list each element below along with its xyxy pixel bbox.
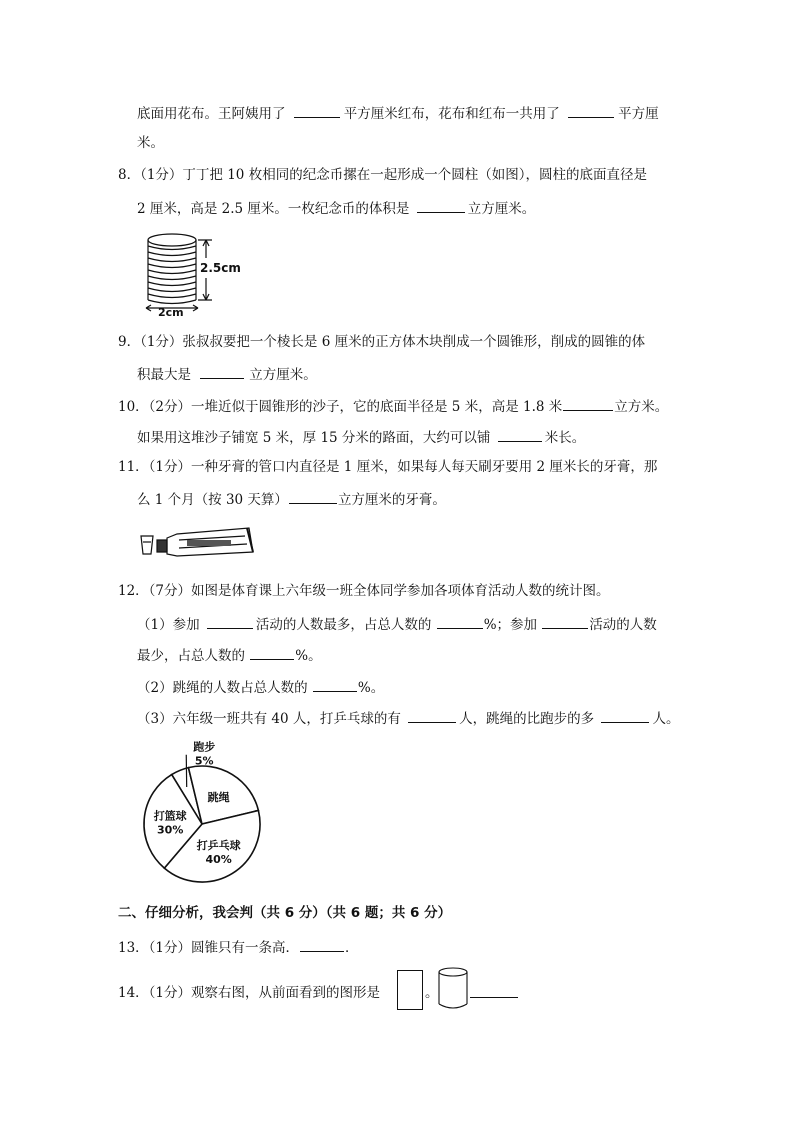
coin-height-label: 2.5cm: [200, 261, 241, 275]
q14-sep: 。: [425, 985, 439, 1001]
q12-s1-text-e: 最少，占总人数的: [137, 648, 245, 664]
q14-line: [118, 984, 380, 1002]
q8-text-b: 立方厘米。: [467, 201, 536, 217]
q8-line1: 8．（1分）丁丁把 10 枚相同的纪念币摞在一起形成一个圆柱（如图），圆柱的底面直径是: [118, 167, 647, 183]
coin-diameter-label: 2cm: [158, 306, 184, 318]
q13-line: [118, 937, 359, 957]
q13-blank[interactable]: [300, 937, 344, 952]
q10-text-c: 如果用这堆沙子铺宽 5 米，厚 15 分米的路面，大约可以铺: [137, 430, 491, 446]
q7-blank-2[interactable]: [568, 103, 614, 118]
q7-text-c: 平方厘: [618, 106, 659, 122]
pie-slice-value: 40%: [205, 853, 232, 867]
q7-text-b: 平方厘米红布，花布和红布一共用了: [343, 106, 560, 122]
pie-slice-label: 打篮球: [153, 809, 187, 823]
q10-text-b: 立方米。: [614, 399, 669, 415]
q10-blank-1[interactable]: [563, 396, 613, 411]
q13-text: 13．（1分）圆锥只有一条高．: [118, 940, 300, 956]
q12-sub2: [137, 677, 384, 697]
q7-line2: 米。: [137, 135, 164, 151]
q10-line1: [118, 396, 668, 416]
pie-slice-label: 打乒乓球: [196, 839, 241, 853]
q12-s1-text-c: %；参加: [483, 617, 538, 633]
section2-title: 二、仔细分析，我会判（共 6 分）（共 6 题；共 6 分）: [118, 905, 452, 921]
q9-blank[interactable]: [200, 364, 244, 379]
q12-line1: 12．（7分）如图是体育课上六年级一班全体同学参加各项体育活动人数的统计图。: [118, 583, 610, 599]
q7-text-a: 底面用花布。王阿姨用了: [137, 106, 286, 122]
q9-line1: 9．（1分）张叔叔要把一个棱长是 6 厘米的正方体木块削成一个圆锥形，削成的圆锥的体: [118, 334, 646, 350]
q12-blank-3[interactable]: [542, 614, 588, 629]
q12-s1-text-b: 活动的人数最多，占总人数的: [255, 617, 432, 633]
q11-text-b: 立方厘米的牙膏。: [337, 492, 446, 508]
q10-line2: [137, 427, 585, 447]
q11-blank[interactable]: [289, 489, 337, 504]
q7-blank-1[interactable]: [294, 103, 340, 118]
activity-pie-chart: [138, 740, 266, 886]
q14-rectangle-figure: [397, 970, 423, 1010]
q11-line2: [137, 489, 446, 509]
q12-blank-5[interactable]: [313, 677, 357, 692]
q12-blank-4[interactable]: [250, 645, 294, 660]
q9-line2: [137, 364, 317, 384]
q12-sub1-line1: [137, 614, 657, 634]
q12-s3-text-a: （3）六年级一班共有 40 人，打乒乓球的有: [137, 711, 401, 727]
q12-blank-2[interactable]: [437, 614, 483, 629]
pie-slice-value: 30%: [157, 823, 184, 837]
q12-s1-text-f: %。: [295, 648, 322, 664]
q8-line2: [137, 198, 535, 218]
q9-text-a: 积最大是: [137, 367, 191, 383]
q9-text-b: 立方厘米。: [249, 367, 317, 383]
q12-s1-text-d: 活动的人数: [589, 617, 657, 633]
q8-text-a: 2 厘米，高是 2.5 厘米。一枚纪念币的体积是: [137, 201, 410, 217]
q8-blank[interactable]: [417, 198, 465, 213]
q14-cylinder-figure: [436, 966, 470, 1010]
q12-s2-text-b: %。: [357, 680, 385, 696]
q10-text-d: 米长。: [544, 430, 586, 446]
q14-text: 14．（1分）观察右图，从前面看到的图形是: [118, 985, 381, 1001]
q12-s3-text-c: 人。: [652, 711, 680, 727]
q12-blank-7[interactable]: [601, 708, 649, 723]
q13-end: ．: [345, 940, 359, 956]
q11-line1: 11．（1分）一种牙膏的管口内直径是 1 厘米，如果每人每天刷牙要用 2 厘米长的牙膏，那: [118, 459, 658, 475]
pie-slice-label: 跑步: [193, 740, 216, 754]
pie-slice-label: 跳绳: [207, 790, 230, 804]
q10-blank-2[interactable]: [498, 427, 542, 442]
q12-sub3: [137, 708, 679, 728]
q7-line1: [137, 103, 659, 123]
q12-sub1-line2: [137, 645, 322, 665]
q12-s1-text-a: （1）参加: [137, 617, 200, 633]
q12-s2-text-a: （2）跳绳的人数占总人数的: [137, 680, 308, 696]
q11-text-a: 么 1 个月（按 30 天算）: [137, 492, 288, 508]
q12-blank-1[interactable]: [207, 614, 253, 629]
q14-blank[interactable]: [470, 983, 518, 998]
q12-blank-6[interactable]: [408, 708, 456, 723]
pie-slice-value: 5%: [194, 754, 214, 768]
toothpaste-figure: [137, 522, 257, 566]
q10-text-a: 10．（2分）一堆近似于圆锥形的沙子，它的底面半径是 5 米，高是 1.8 米: [118, 399, 563, 415]
q12-s3-text-b: 人，跳绳的比跑步的多: [459, 711, 595, 727]
coin-stack-figure: [140, 228, 250, 318]
